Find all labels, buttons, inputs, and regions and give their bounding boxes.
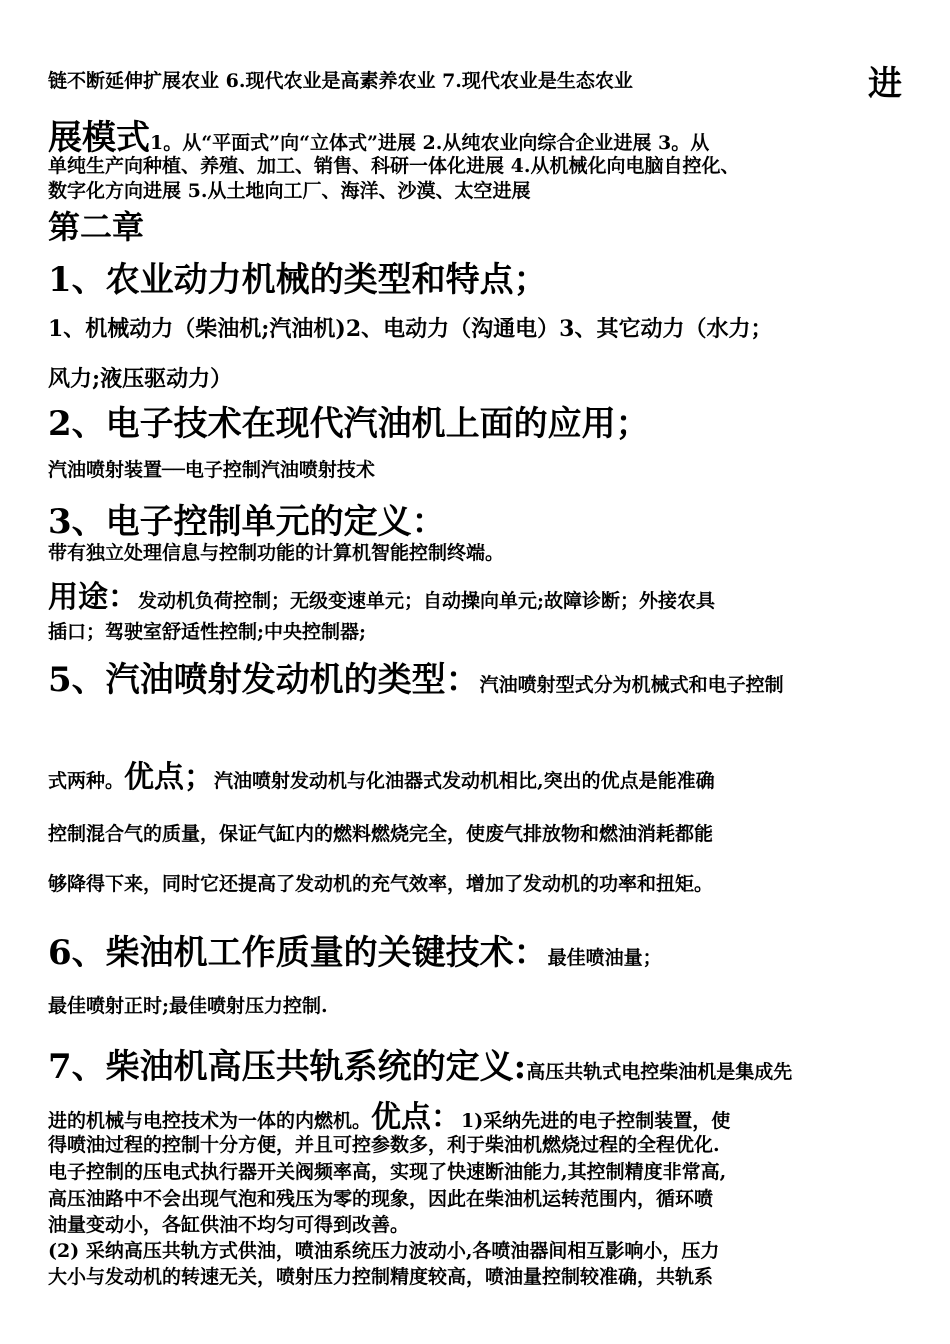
text-line-4: 数字化方向进展 5.从土地向工厂、海洋、沙漠、太空进展 bbox=[48, 180, 531, 202]
paragraph-2: 汽油喷射装置──电子控制汽油喷射技术 bbox=[48, 459, 375, 481]
paragraph-7b: 得喷油过程的控制十分方便，并且可控参数多，利于柴油机燃烧过程的全程优化. bbox=[48, 1134, 720, 1156]
text-fragment: 1。从“平面式”向“立体式”进展 2.从纯农业向综合企业进展 3。从 bbox=[150, 132, 710, 154]
section-heading-5-line bbox=[48, 652, 784, 701]
paragraph-7e: 油量变动小，各缸供油不均匀可得到改善。 bbox=[48, 1214, 410, 1236]
text-line-1: 链不断延伸扩展农业 6.现代农业是高素养农业 7.现代农业是生态农业 bbox=[48, 70, 633, 92]
paragraph-6: 最佳喷射正时;最佳喷射压力控制. bbox=[48, 995, 328, 1017]
section-5-text: 汽油喷射型式分为机械式和电子控制 bbox=[479, 674, 784, 696]
section-heading-6-line bbox=[48, 925, 662, 974]
paragraph-7f: (2) 采纳高压共轨方式供油，喷油系统压力波动小,各喷油器间相互影响小，压力 bbox=[48, 1240, 720, 1262]
usage-text: 发动机负荷控制；无级变速单元；自动操向单元;故障诊断；外接农具 bbox=[138, 590, 716, 612]
text-fragment: 进的机械与电控技术为一体的内燃机。 bbox=[48, 1110, 372, 1132]
section-heading-1: 1、农业动力机械的类型和特点； bbox=[48, 260, 548, 300]
paragraph-7g: 大小与发动机的转速无关，喷射压力控制精度较高，喷油量控制较准确，共轨系 bbox=[48, 1266, 714, 1288]
paragraph-7d: 高压油路中不会出现气泡和残压为零的现象，因此在柴油机运转范围内，循环喷 bbox=[48, 1188, 714, 1210]
section-heading-2: 2、电子技术在现代汽油机上面的应用； bbox=[48, 404, 650, 444]
heading-fragment-lead: 展模式 bbox=[48, 118, 150, 158]
section-heading-7: 7、柴油机高压共轨系统的定义: bbox=[48, 1047, 527, 1087]
advantages-label: 优点； bbox=[124, 760, 215, 795]
section-6-text: 最佳喷油量； bbox=[547, 947, 662, 969]
paragraph-5c: 够降得下来，同时它还提高了发动机的充气效率，增加了发动机的功率和扭矩。 bbox=[48, 873, 714, 895]
section-heading-3: 3、电子控制单元的定义： bbox=[48, 502, 446, 542]
text-fragment: 1)采纳先进的电子控制装置，使 bbox=[461, 1110, 731, 1132]
advantages-label: 优点： bbox=[371, 1100, 462, 1135]
text-fragment: 式两种。 bbox=[48, 770, 125, 792]
usage-label: 用途： bbox=[48, 580, 138, 615]
paragraph-1b: 风力;液压驱动力） bbox=[48, 366, 233, 392]
text-line-3: 单纯生产向种植、养殖、加工、销售、科研一体化进展 4.从机械化向电脑自控化、 bbox=[48, 155, 740, 177]
heading-fragment: 进 bbox=[868, 64, 902, 104]
paragraph-7c: 电子控制的压电式执行器开关阀频率高，实现了快速断油能力,其控制精度非常高, bbox=[48, 1161, 727, 1183]
section-heading-5: 5、汽油喷射发动机的类型： bbox=[48, 660, 480, 700]
section-heading-6: 6、柴油机工作质量的关键技术： bbox=[48, 933, 548, 973]
section-7-text: 高压共轨式电控柴油机是集成先 bbox=[526, 1061, 793, 1083]
usage-line bbox=[48, 572, 715, 616]
paragraph-3: 带有独立处理信息与控制功能的计算机智能控制终端。 bbox=[48, 542, 505, 564]
section-heading-7-line bbox=[48, 1039, 792, 1088]
text-fragment: 汽油喷射发动机与化油器式发动机相比,突出的优点是能准确 bbox=[214, 770, 715, 792]
paragraph-5a bbox=[48, 752, 715, 796]
usage-text-2: 插口；驾驶室舒适性控制;中央控制器; bbox=[48, 621, 367, 643]
paragraph-1a: 1、机械动力（柴油机;汽油机)2、电动力（沟通电）3、其它动力（水力； bbox=[48, 316, 773, 342]
chapter-heading: 第二章 bbox=[48, 208, 145, 246]
paragraph-5b: 控制混合气的质量，保证气缸内的燃料燃烧完全，使废气排放物和燃油消耗都能 bbox=[48, 823, 714, 845]
